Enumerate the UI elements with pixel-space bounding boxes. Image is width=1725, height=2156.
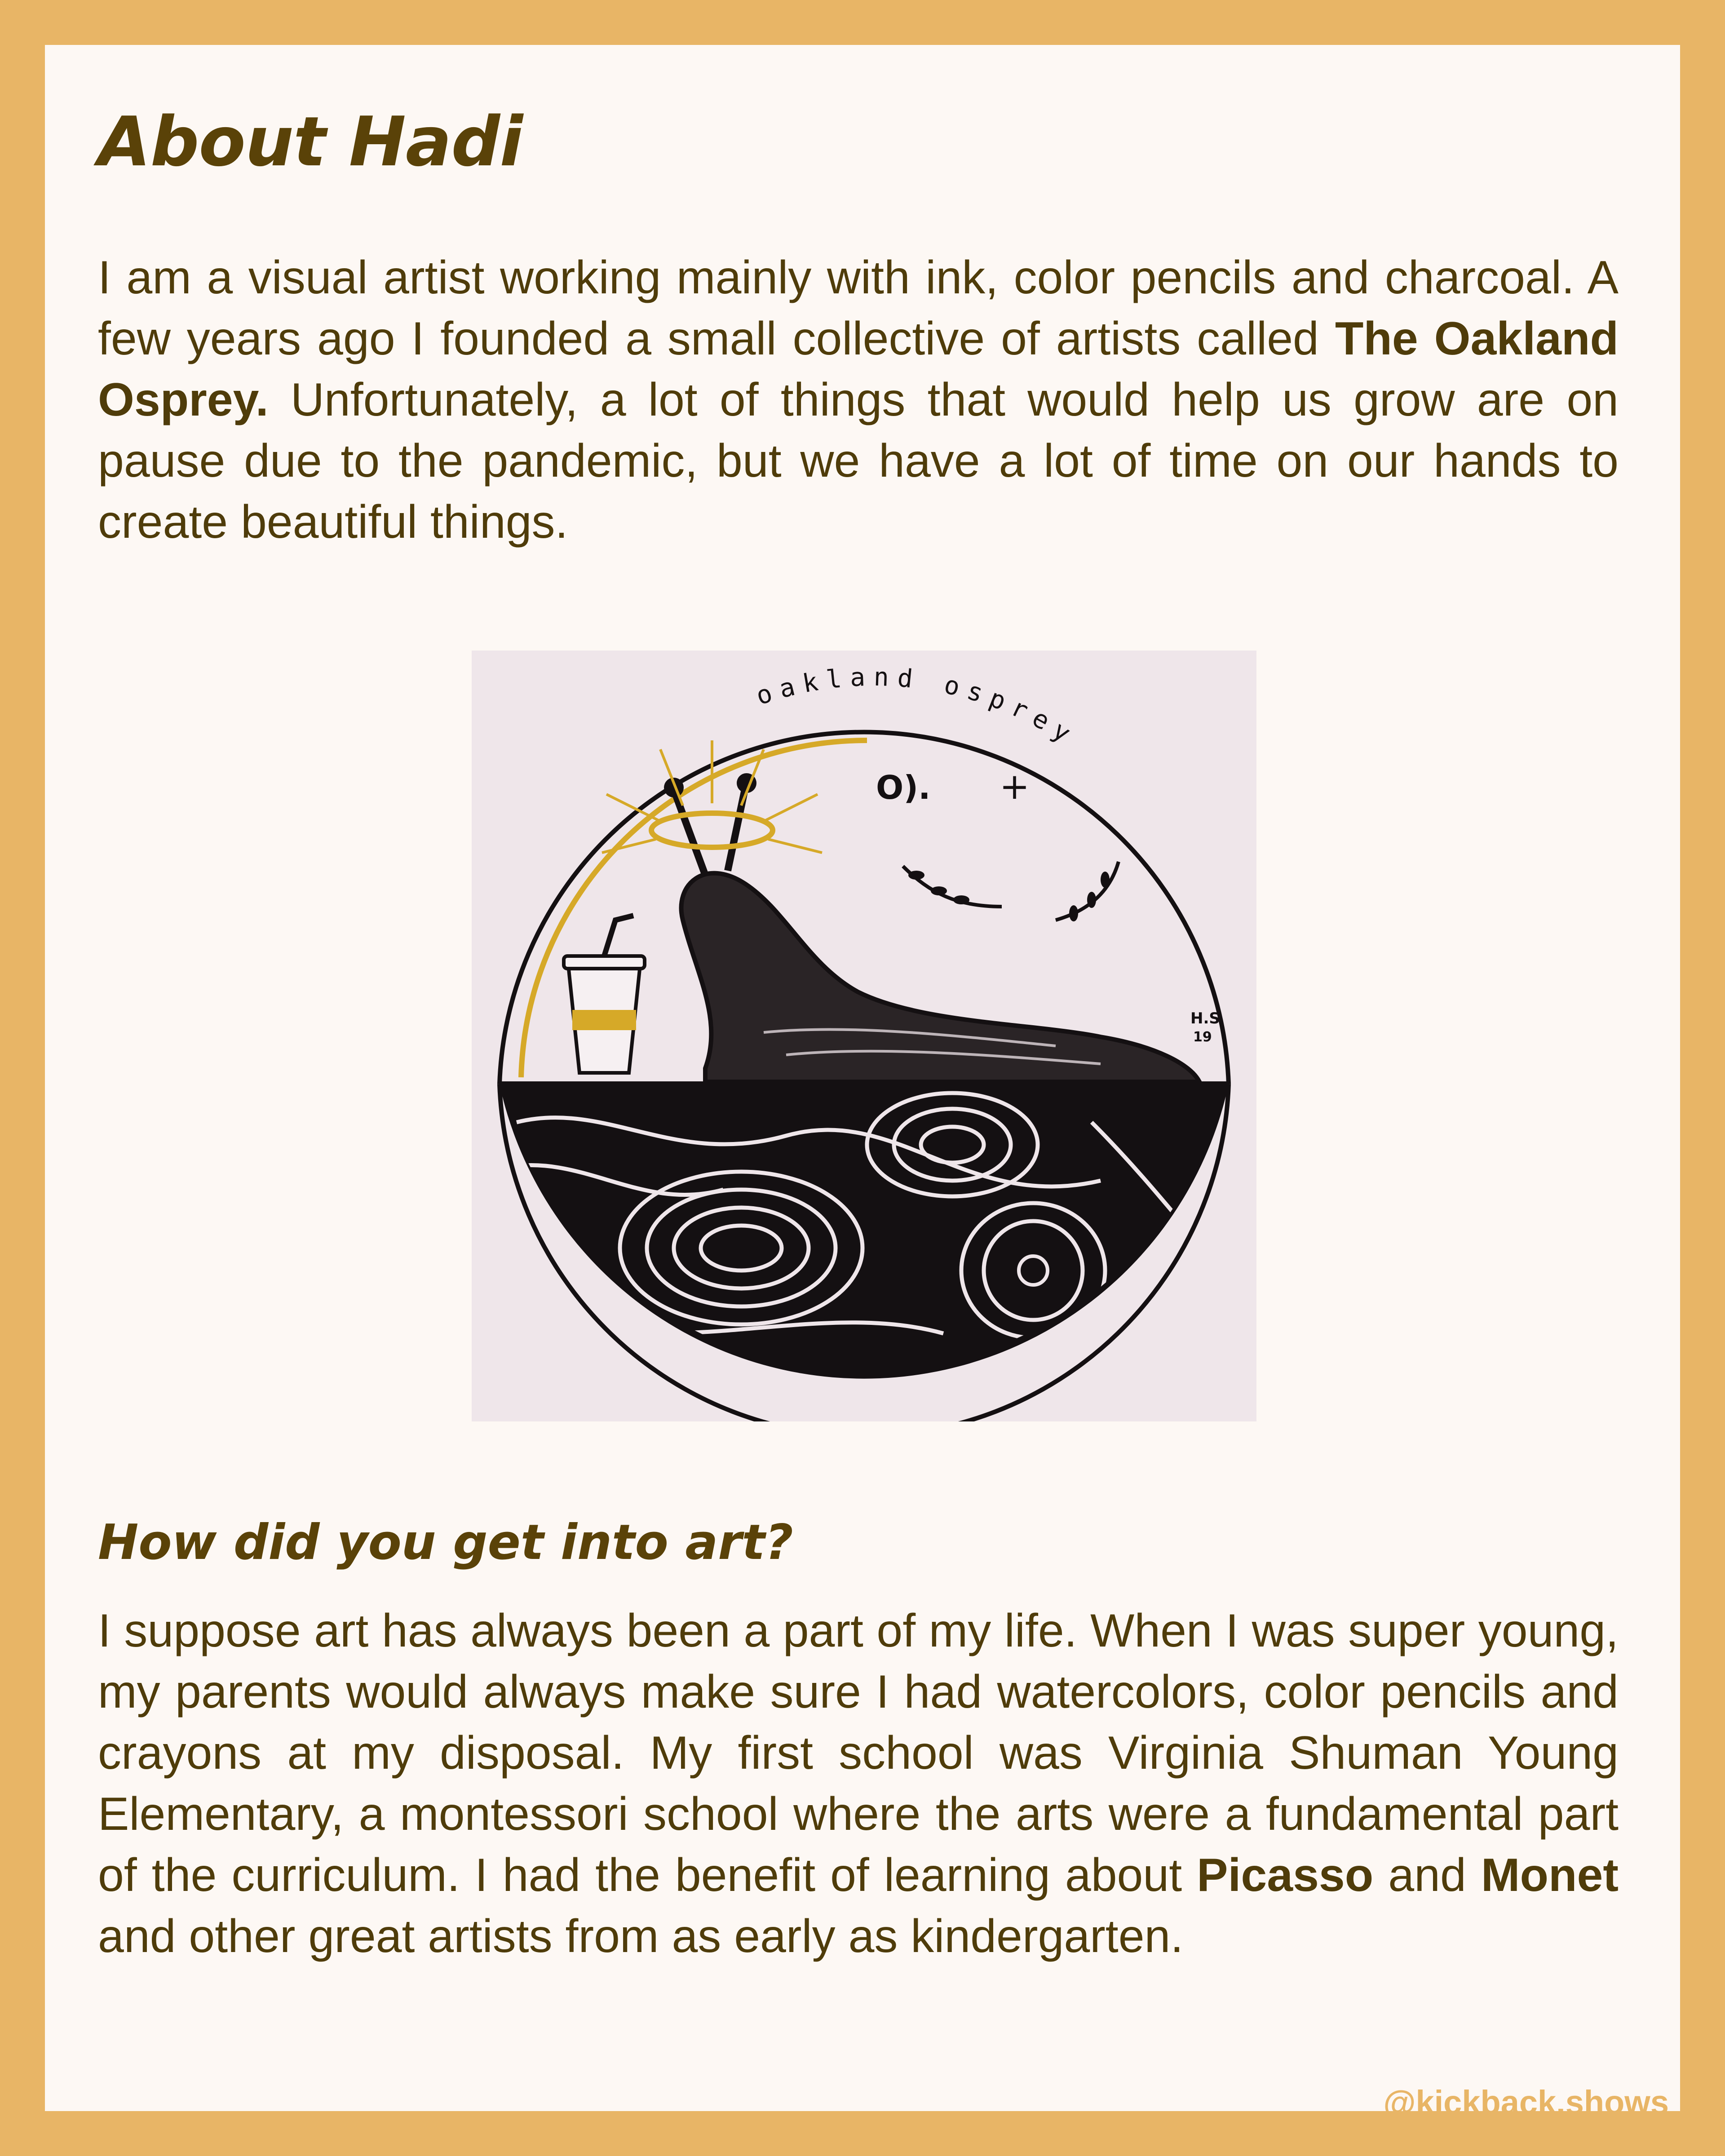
intro-paragraph <box>98 247 1619 553</box>
page-title: About Hadi <box>98 102 523 182</box>
signature-initials: H.S <box>1190 1009 1220 1027</box>
answer-text-3: and other great artists from as early as kindergarten. <box>98 1910 1184 1962</box>
answer-text-2: and <box>1373 1849 1481 1901</box>
eye-motif <box>1019 1256 1048 1285</box>
artwork-image <box>472 651 1256 1421</box>
intro-text-end: Unfortunately, a lot of things that would help us grow are on pause due to the pandemic, but we have a lot of time on our hands to create beautiful things. <box>98 374 1619 548</box>
intro-text-start: I am a visual artist working mainly with ink, color pencils and charcoal. A few years ago I founded a small collective of artists called <box>98 252 1619 365</box>
artist-monet: Monet <box>1481 1849 1619 1901</box>
oakland-osprey-drawing <box>472 651 1256 1421</box>
artist-picasso: Picasso <box>1197 1849 1374 1901</box>
question-heading: How did you get into art? <box>98 1514 793 1571</box>
answer-text-1: I suppose art has always been a part of my life. When I was super young, my parents would always make sure I had watercolors, color pencils and crayons at my disposal. My first school was Virginia Shuman Young Elementary, a montessori school where the arts were a fundamental part of the curriculum. I had the benefit of learning about <box>98 1605 1619 1901</box>
signature-year: 19 <box>1193 1029 1212 1045</box>
answer-paragraph <box>98 1600 1619 1967</box>
arc-text: oakland osprey <box>752 662 1083 753</box>
collective-mark: O). <box>876 769 931 806</box>
social-handle: @kickback.shows <box>1383 2084 1669 2121</box>
collective-name: The Oakland Osprey. <box>98 313 1619 426</box>
plus-mark: + <box>1000 766 1030 807</box>
